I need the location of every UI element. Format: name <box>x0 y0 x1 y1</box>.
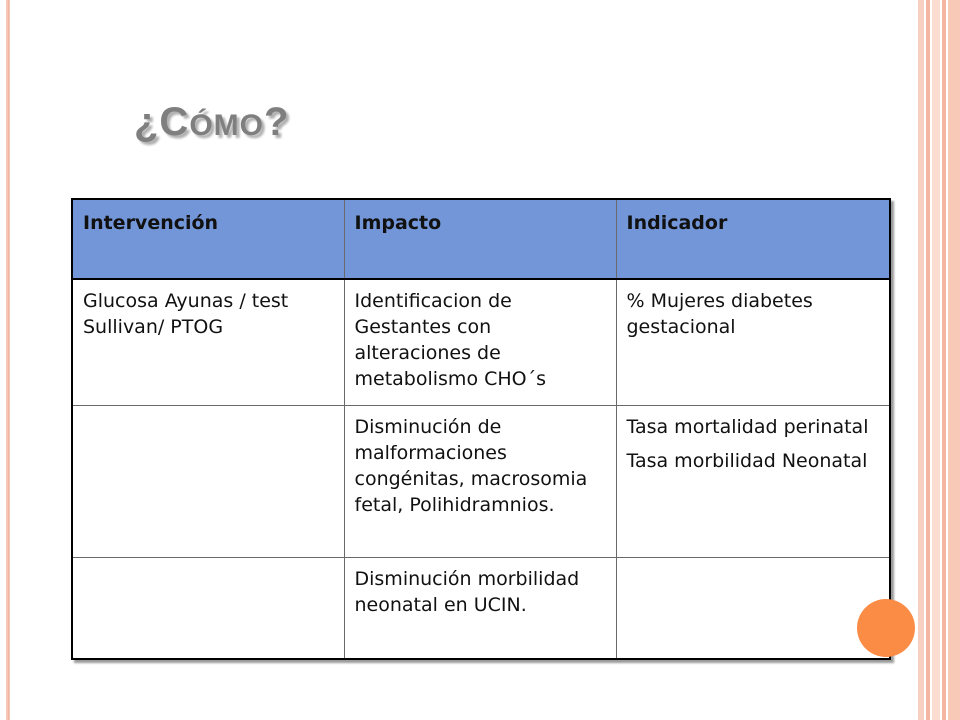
cell-text: Disminución de malformaciones congénitas, macrosomia fetal, Polihidramnios. <box>354 415 588 516</box>
right-stripe-decoration <box>918 0 924 720</box>
table-cell-indicador <box>616 557 890 659</box>
table-cell-intervencion <box>72 557 344 659</box>
cell-text: Identificacion de Gestantes con alteraciones de metabolismo CHO´s <box>354 290 547 390</box>
cell-text: Glucosa Ayunas / test Sullivan/ PTOG <box>83 290 289 338</box>
header-impacto: Impacto <box>344 199 616 279</box>
table-row <box>72 405 890 557</box>
table-cell-intervencion <box>72 405 344 557</box>
right-stripe-decoration <box>942 0 946 720</box>
cell-text: Disminución morbilidad neonatal en UCIN. <box>354 567 580 616</box>
right-stripe-decoration <box>948 0 960 720</box>
cell-text: % Mujeres diabetes gestacional <box>626 290 813 338</box>
header-intervencion: Intervención <box>72 199 344 279</box>
orange-circle-decoration <box>857 599 915 657</box>
cell-text: Tasa morbilidad Neonatal <box>626 449 868 472</box>
title-small-caps: ÓMO <box>189 109 264 142</box>
table-cell-indicador <box>616 405 890 557</box>
slide-title <box>134 100 289 145</box>
table-header-row <box>72 199 890 279</box>
table-row <box>72 557 890 659</box>
table-cell-indicador <box>616 279 890 405</box>
header-indicador: Indicador <box>616 199 890 279</box>
table-cell-impacto <box>344 557 616 659</box>
table-cell-impacto <box>344 279 616 405</box>
table-cell-impacto <box>344 405 616 557</box>
title-lead: ¿C <box>134 100 190 144</box>
intervention-table <box>71 198 891 660</box>
title-tail: ? <box>264 100 290 144</box>
right-stripe-decoration <box>926 0 930 720</box>
table-row <box>72 279 890 405</box>
left-border-decoration <box>6 0 10 720</box>
cell-text: Tasa mortalidad perinatal <box>626 415 869 438</box>
table-cell-intervencion <box>72 279 344 405</box>
right-stripe-decoration <box>932 0 940 720</box>
